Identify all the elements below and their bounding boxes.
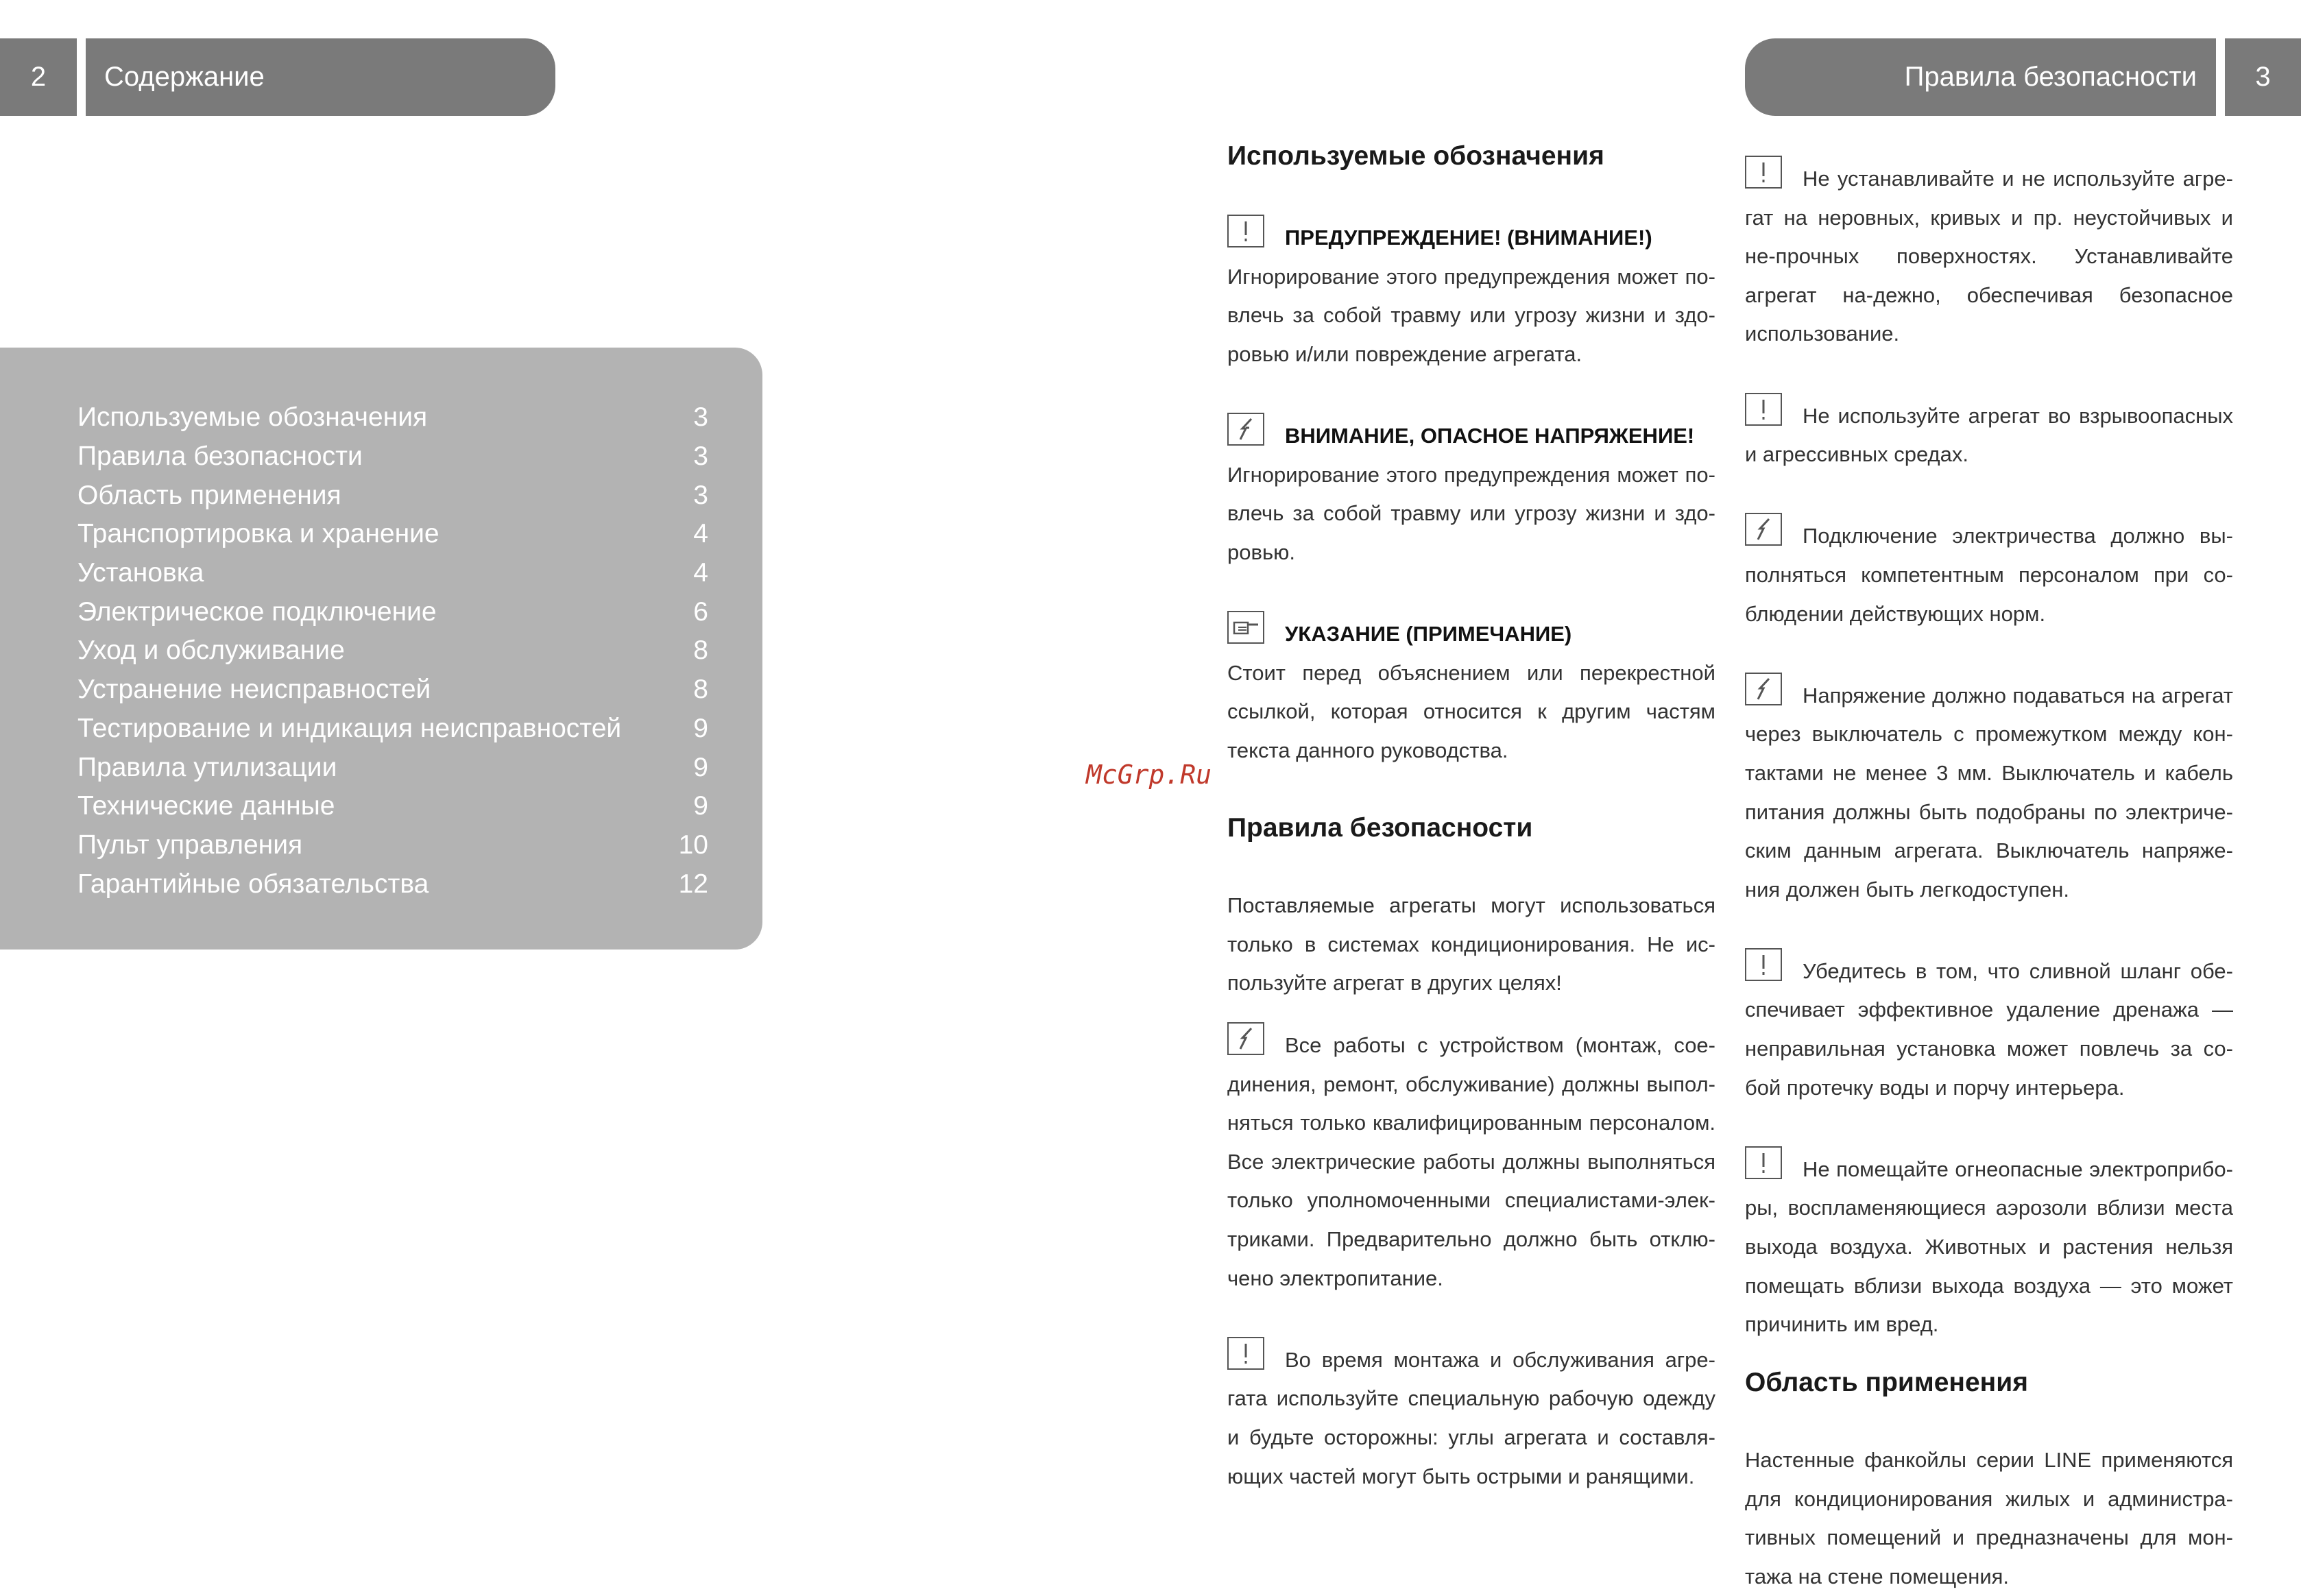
safety-rule-5: Подключение электричества должно вы-полняться компетентным персоналом при со-блюдении действующих норм. — [1745, 513, 2233, 633]
high-voltage-icon — [1227, 413, 1264, 446]
toc-list — [77, 398, 708, 904]
toc-entry-page: 9 — [693, 752, 708, 782]
warning-icon — [1745, 393, 1782, 426]
safety-rule-3: Не устанавливайте и не используйте агре-гат на неровных, кривых и пр. неустойчивых и не-прочных поверхностях. Устанавливайте агрегат на-дежно, обеспечивая безопасное использование. — [1745, 156, 2233, 354]
high-voltage-icon — [1745, 513, 1782, 546]
left-section-tab: Содержание — [86, 38, 555, 116]
safety-rule-1: Все работы с устройством (монтаж, сое-динения, ремонт, обслуживание) должны выпол-няться только квалифицированным персоналом. Все электрические работы должны выполняться только уполномоченными специалистами-элек-триками. Предварительно должно быть отклю-чено электропитание. — [1227, 1022, 1715, 1298]
toc-entry[interactable] — [77, 476, 708, 515]
toc-entry-title: Установка — [77, 558, 204, 588]
toc-entry[interactable] — [77, 398, 708, 437]
toc-entry-page: 3 — [693, 402, 708, 433]
toc-entry-page: 8 — [693, 636, 708, 666]
toc-entry-page: 3 — [693, 480, 708, 510]
voltage-label: ВНИМАНИЕ, ОПАСНОЕ НАПРЯЖЕНИЕ! — [1285, 424, 1695, 448]
toc-entry-title: Устранение неисправностей — [77, 675, 431, 705]
toc-entry-title: Уход и обслуживание — [77, 636, 345, 666]
toc-entry-page: 10 — [678, 830, 708, 860]
safety-rule-8: Не помещайте огнеопасные электроприбо-ры, воспламеняющиеся аэрозоли вблизи места выхода воздуха. Животных и растения нельзя помещать вблизи выхода воздуха — это может причинить им вред. — [1745, 1146, 2233, 1344]
toc-entry-title: Транспортировка и хранение — [77, 519, 439, 549]
toc-entry-title: Технические данные — [77, 791, 335, 821]
toc-entry-page: 4 — [693, 558, 708, 588]
warning-definition: ПРЕДУПРЕЖДЕНИЕ! (ВНИМАНИЕ!) Игнорирование этого предупреждения может по-влечь за собой травму или угрозу жизни и здо-ровью и/или повреждение агрегата. — [1227, 215, 1715, 374]
safety-heading: Правила безопасности — [1227, 813, 1533, 843]
warning-label: ПРЕДУПРЕЖДЕНИЕ! (ВНИМАНИЕ!) — [1285, 226, 1652, 250]
toc-entry-title: Пульт управления — [77, 830, 303, 860]
toc-entry[interactable] — [77, 864, 708, 904]
toc-entry-page: 6 — [693, 596, 708, 627]
warning-icon — [1227, 215, 1264, 247]
toc-entry[interactable] — [77, 826, 708, 865]
high-voltage-icon — [1745, 673, 1782, 705]
toc-entry[interactable] — [77, 554, 708, 593]
right-page-number: 3 — [2225, 38, 2301, 116]
safety-intro: Поставляемые агрегаты могут использоваться только в системах кондиционирования. Не ис-пользуйте агрегат в других целях! — [1227, 893, 1715, 995]
warning-icon — [1227, 1337, 1264, 1370]
watermark: McGrp.Ru — [1086, 760, 1212, 790]
pointing-hand-icon — [1227, 611, 1264, 644]
toc-entry[interactable] — [77, 437, 708, 476]
voltage-definition: ВНИМАНИЕ, ОПАСНОЕ НАПРЯЖЕНИЕ! Игнорирование этого предупреждения может по-влечь за собой травму или угрозу жизни и здо-ровью. — [1227, 413, 1715, 572]
left-page-number: 2 — [0, 38, 77, 116]
toc-entry[interactable] — [77, 710, 708, 749]
right-page-column-1 — [1227, 137, 1715, 1496]
toc-entry[interactable] — [77, 670, 708, 710]
high-voltage-icon — [1227, 1022, 1264, 1055]
toc-entry[interactable] — [77, 592, 708, 631]
warning-icon — [1745, 948, 1782, 981]
safety-rule-2: Во время монтажа и обслуживания агре-гата используйте специальную рабочую одежду и будьте осторожны: углы агрегата и составля-ющих частей могут быть острыми и ранящими. — [1227, 1337, 1715, 1496]
note-label: УКАЗАНИЕ (ПРИМЕЧАНИЕ) — [1285, 622, 1572, 646]
scope-heading: Область применения — [1745, 1367, 2028, 1397]
toc-entry-page: 8 — [693, 675, 708, 705]
table-of-contents — [0, 348, 762, 950]
right-section-tab: Правила безопасности — [1745, 38, 2216, 116]
toc-entry-title: Используемые обозначения — [77, 402, 428, 433]
toc-entry[interactable] — [77, 631, 708, 670]
safety-rule-4: Не используйте агрегат во взрывоопасных и агрессивных средах. — [1745, 393, 2233, 474]
safety-rule-7: Убедитесь в том, что сливной шланг обе-спечивает эффективное удаление дренажа — неправильная установка может повлечь за со-бой протечку воды и порчу интерьера. — [1745, 948, 2233, 1107]
toc-entry-page: 9 — [693, 713, 708, 743]
toc-entry[interactable] — [77, 748, 708, 787]
warning-icon — [1745, 156, 1782, 189]
toc-entry-page: 3 — [693, 442, 708, 472]
toc-entry-title: Правила безопасности — [77, 442, 363, 472]
safety-rule-6: Напряжение должно подаваться на агрегат через выключатель с промежутком между кон-тактами не менее 3 мм. Выключатель и кабель питания должны быть подобраны по электриче-ским данным агрегата. Выключатель напряже-ния должен быть легкодоступен. — [1745, 673, 2233, 910]
toc-entry-page: 9 — [693, 791, 708, 821]
toc-entry-title: Электрическое подключение — [77, 596, 437, 627]
toc-entry-page: 4 — [693, 519, 708, 549]
toc-entry-title: Правила утилизации — [77, 752, 337, 782]
toc-entry[interactable] — [77, 515, 708, 554]
right-page-column-2 — [1745, 156, 2233, 1596]
symbols-heading: Используемые обозначения — [1227, 141, 1604, 171]
toc-entry-title: Тестирование и индикация неисправностей — [77, 713, 622, 743]
scope-text: Настенные фанкойлы серии LINE применяются для кондиционирования жилых и администра-тивных помещений и предназначены для мон-тажа на стене помещения. — [1745, 1448, 2233, 1588]
toc-entry[interactable] — [77, 787, 708, 826]
toc-entry-title: Гарантийные обязательства — [77, 869, 429, 899]
note-definition: УКАЗАНИЕ (ПРИМЕЧАНИЕ) Стоит перед объяснением или перекрестной ссылкой, которая относится к другим частям текста данного руководства. — [1227, 611, 1715, 770]
toc-entry-title: Область применения — [77, 480, 341, 510]
warning-icon — [1745, 1146, 1782, 1179]
toc-entry-page: 12 — [678, 869, 708, 899]
